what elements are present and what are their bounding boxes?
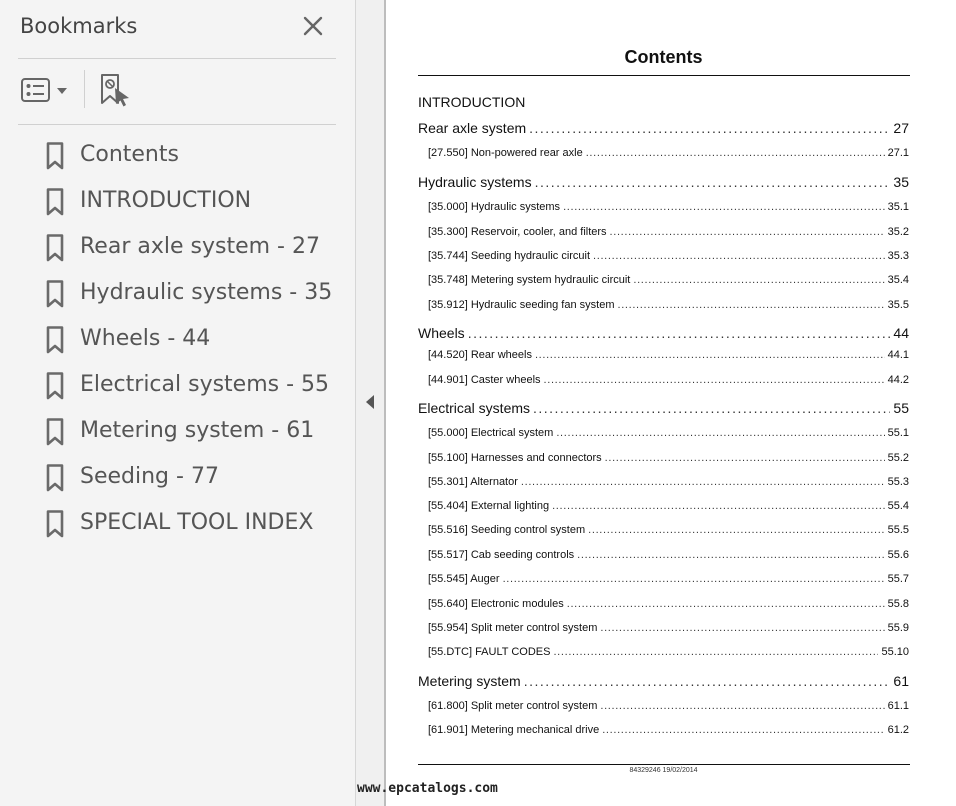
bookmark-label: Hydraulic systems - 35 bbox=[80, 280, 333, 305]
toc-leader bbox=[535, 349, 885, 361]
toc-page-number: 35 bbox=[893, 174, 909, 190]
toc-page-number: 55.2 bbox=[887, 452, 909, 464]
toc-section-row[interactable] bbox=[418, 120, 909, 136]
panel-splitter[interactable] bbox=[356, 0, 386, 806]
toc-subsection-title: [55.640] Electronic modules bbox=[428, 598, 564, 610]
bookmark-icon bbox=[46, 188, 64, 216]
toc-subsection-title: [55.545] Auger bbox=[428, 573, 500, 585]
toc-section-row[interactable] bbox=[418, 400, 909, 416]
toc-subsection-row[interactable] bbox=[428, 500, 909, 512]
toc-page-number: 55.8 bbox=[887, 598, 909, 610]
toc-page-number: 27.1 bbox=[887, 147, 909, 159]
toc-subsection-title: [35.748] Metering system hydraulic circuit bbox=[428, 274, 631, 286]
toc-leader bbox=[610, 226, 885, 238]
bookmark-label: SPECIAL TOOL INDEX bbox=[80, 510, 314, 535]
toc-leader bbox=[593, 250, 885, 262]
toc-leader bbox=[553, 646, 878, 658]
toc-leader bbox=[503, 573, 885, 585]
toc-subsection-title: [44.901] Caster wheels bbox=[428, 374, 541, 386]
toc-page-number: 55.6 bbox=[887, 549, 909, 561]
toc-subsection-row[interactable] bbox=[428, 452, 909, 464]
toc-subsection-row[interactable] bbox=[428, 724, 909, 736]
toc-leader bbox=[633, 274, 884, 286]
toc-section-row[interactable] bbox=[418, 174, 909, 190]
toc-section-title: Hydraulic systems bbox=[418, 174, 532, 190]
toc-page-number: 35.3 bbox=[887, 250, 909, 262]
toc-leader bbox=[567, 598, 885, 610]
toc-section-title: Electrical systems bbox=[418, 400, 531, 416]
bookmark-item[interactable] bbox=[0, 133, 356, 179]
toc-introduction[interactable]: INTRODUCTION bbox=[418, 94, 526, 110]
toc-subsection-row[interactable] bbox=[428, 349, 909, 361]
toc-page-number: 44.2 bbox=[887, 374, 909, 386]
toc-leader bbox=[468, 325, 891, 341]
bookmark-label: Wheels - 44 bbox=[80, 326, 211, 351]
toc-leader bbox=[618, 299, 885, 311]
toc-page-number: 35.2 bbox=[887, 226, 909, 238]
toc-subsection-row[interactable] bbox=[428, 374, 909, 386]
toc-page-number: 55.3 bbox=[887, 476, 909, 488]
find-bookmark-icon bbox=[98, 96, 132, 113]
bookmark-item[interactable] bbox=[0, 363, 356, 409]
toc-subsection-row[interactable] bbox=[428, 524, 909, 536]
toc-subsection-title: [55.000] Electrical system bbox=[428, 427, 554, 439]
bookmark-list bbox=[0, 133, 356, 547]
toc-leader bbox=[556, 427, 884, 439]
find-bookmark-button[interactable] bbox=[98, 73, 132, 109]
options-button[interactable] bbox=[20, 76, 72, 106]
toc-page-number: 27 bbox=[893, 120, 909, 136]
bookmark-label: Seeding - 77 bbox=[80, 464, 219, 489]
toc-leader bbox=[524, 673, 891, 689]
toc-subsection-row[interactable] bbox=[428, 476, 909, 488]
bookmark-item[interactable] bbox=[0, 271, 356, 317]
toc-subsection-title: [55.954] Split meter control system bbox=[428, 622, 598, 634]
toc-page-number: 61.2 bbox=[887, 724, 909, 736]
toc-page-number: 55.7 bbox=[887, 573, 909, 585]
toc-subsection-row[interactable] bbox=[428, 299, 909, 311]
toc-section-title: Wheels bbox=[418, 325, 465, 341]
toc-leader bbox=[600, 700, 884, 712]
collapse-left-icon[interactable] bbox=[364, 394, 376, 410]
title-rule bbox=[418, 75, 910, 76]
toc-page-number: 55.9 bbox=[887, 622, 909, 634]
bookmark-label: INTRODUCTION bbox=[80, 188, 252, 213]
panel-divider bbox=[18, 58, 336, 59]
toc-subsection-title: [35.000] Hydraulic systems bbox=[428, 201, 561, 213]
bookmark-label: Rear axle system - 27 bbox=[80, 234, 320, 259]
bookmark-item[interactable] bbox=[0, 179, 356, 225]
toc-subsection-title: [55.100] Harnesses and connectors bbox=[428, 452, 602, 464]
page-title: Contents bbox=[624, 47, 703, 67]
footer-rule bbox=[418, 764, 910, 765]
toc-page-number: 35.1 bbox=[887, 201, 909, 213]
footer-code: 84329246 19/02/2014 bbox=[629, 767, 698, 774]
bookmark-item[interactable] bbox=[0, 409, 356, 455]
toc-subsection-title: [35.912] Hydraulic seeding fan system bbox=[428, 299, 615, 311]
toc-subsection-title: [55.516] Seeding control system bbox=[428, 524, 586, 536]
toc-page-number: 55.4 bbox=[887, 500, 909, 512]
toc-page-number: 35.4 bbox=[887, 274, 909, 286]
toc-page-number: 35.5 bbox=[887, 299, 909, 311]
toc-subsection-title: [44.520] Rear wheels bbox=[428, 349, 532, 361]
toc-subsection-row[interactable] bbox=[428, 622, 909, 634]
bookmark-icon bbox=[46, 418, 64, 446]
document-page bbox=[388, 0, 956, 806]
bookmark-icon bbox=[46, 372, 64, 400]
bookmarks-panel bbox=[0, 0, 356, 806]
toc-subsection-row[interactable] bbox=[428, 549, 909, 561]
bookmark-icon bbox=[46, 142, 64, 170]
toc-leader bbox=[600, 622, 884, 634]
panel-title: Bookmarks bbox=[20, 14, 138, 38]
toc-subsection-row[interactable] bbox=[428, 700, 909, 712]
toc-subsection-row[interactable] bbox=[428, 201, 909, 213]
toc-subsection-row[interactable] bbox=[428, 147, 909, 159]
toc-section-row[interactable] bbox=[418, 673, 909, 689]
toc-subsection-title: [61.901] Metering mechanical drive bbox=[428, 724, 600, 736]
toc-page-number: 44.1 bbox=[887, 349, 909, 361]
toc-leader bbox=[535, 174, 891, 190]
watermark: www.epcatalogs.com bbox=[357, 781, 498, 796]
bookmark-icon bbox=[46, 510, 64, 538]
toc-leader bbox=[586, 147, 885, 159]
toc-subsection-row[interactable] bbox=[428, 427, 909, 439]
toc-section-title: Metering system bbox=[418, 673, 521, 689]
toc-page-number: 61.1 bbox=[887, 700, 909, 712]
toc-leader bbox=[605, 452, 885, 464]
bookmark-item[interactable] bbox=[0, 225, 356, 271]
toc-subsection-title: [35.300] Reservoir, cooler, and filters bbox=[428, 226, 607, 238]
toc-subsection-title: [35.744] Seeding hydraulic circuit bbox=[428, 250, 591, 262]
bookmark-label: Electrical systems - 55 bbox=[80, 372, 330, 397]
toc-section-row[interactable] bbox=[418, 325, 909, 341]
toc-page-number: 55.5 bbox=[887, 524, 909, 536]
toc-leader bbox=[577, 549, 884, 561]
list-options-icon bbox=[20, 93, 72, 110]
bookmark-icon bbox=[46, 280, 64, 308]
toc-section-title: Rear axle system bbox=[418, 120, 527, 136]
toolbar-separator bbox=[84, 70, 85, 108]
bookmark-item[interactable] bbox=[0, 455, 356, 501]
toc-page-number: 55 bbox=[893, 400, 909, 416]
toc-subsection-title: [27.550] Non-powered rear axle bbox=[428, 147, 583, 159]
toc-subsection-title: [55.517] Cab seeding controls bbox=[428, 549, 575, 561]
toc-subsection-row[interactable] bbox=[428, 250, 909, 262]
toc-page-number: 61 bbox=[893, 673, 909, 689]
bookmark-item[interactable] bbox=[0, 317, 356, 363]
toc-leader bbox=[544, 374, 885, 386]
toc-subsection-row[interactable] bbox=[428, 598, 909, 610]
toc-subsection-row[interactable] bbox=[428, 573, 909, 585]
toc-leader bbox=[533, 400, 890, 416]
close-icon[interactable] bbox=[300, 13, 326, 39]
toc-leader bbox=[552, 500, 884, 512]
toc-subsection-title: [55.DTC] FAULT CODES bbox=[428, 646, 551, 658]
panel-divider bbox=[18, 124, 336, 125]
bookmark-label: Metering system - 61 bbox=[80, 418, 315, 443]
toc-leader bbox=[588, 524, 884, 536]
toc-subsection-row[interactable] bbox=[428, 646, 909, 658]
toc-page-number: 55.1 bbox=[887, 427, 909, 439]
bookmark-label: Contents bbox=[80, 142, 179, 167]
toc-page-number: 44 bbox=[893, 325, 909, 341]
toc-leader bbox=[521, 476, 885, 488]
toc-subsection-title: [55.404] External lighting bbox=[428, 500, 550, 512]
toc-leader bbox=[563, 201, 885, 213]
bookmark-icon bbox=[46, 234, 64, 262]
toc-subsection-row[interactable] bbox=[428, 274, 909, 286]
bookmark-item[interactable] bbox=[0, 501, 356, 547]
toc-leader bbox=[602, 724, 884, 736]
toc-leader bbox=[529, 120, 890, 136]
toc-subsection-title: [55.301] Alternator bbox=[428, 476, 518, 488]
bookmark-icon bbox=[46, 326, 64, 354]
toc-subsection-row[interactable] bbox=[428, 226, 909, 238]
toc-page-number: 55.10 bbox=[881, 646, 909, 658]
toc-subsection-title: [61.800] Split meter control system bbox=[428, 700, 598, 712]
bookmark-icon bbox=[46, 464, 64, 492]
